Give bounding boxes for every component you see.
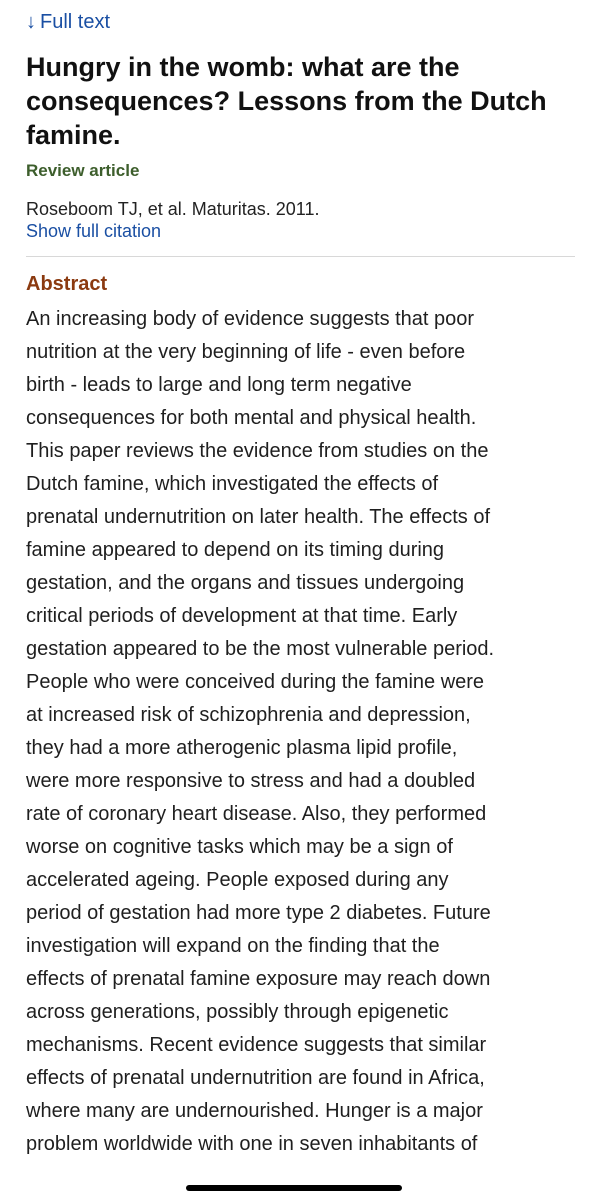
- abstract-line: critical periods of development at that time. Early: [26, 605, 458, 627]
- section-divider: [26, 256, 575, 257]
- abstract-body: [26, 303, 576, 1161]
- abstract-line: gestation, and the organs and tissues undergoing: [26, 572, 465, 594]
- abstract-line: problem worldwide with one in seven inhabitants of: [26, 1133, 478, 1155]
- abstract-line: effects of prenatal famine exposure may reach down: [26, 968, 491, 990]
- abstract-line: at increased risk of schizophrenia and depression,: [26, 704, 471, 726]
- full-text-link[interactable]: [26, 10, 110, 34]
- abstract-line: investigation will expand on the finding that the: [26, 935, 440, 957]
- abstract-line: gestation appeared to be the most vulnerable period.: [26, 638, 495, 660]
- abstract-line: accelerated ageing. People exposed during any: [26, 869, 449, 891]
- abstract-line: birth - leads to large and long term negative: [26, 374, 412, 396]
- abstract-line: period of gestation had more type 2 diabetes. Future: [26, 902, 491, 924]
- abstract-line: An increasing body of evidence suggests that poor: [26, 308, 475, 330]
- down-arrow-icon: ↓: [26, 11, 36, 33]
- abstract-line: People who were conceived during the famine were: [26, 671, 485, 693]
- full-text-label: Full text: [40, 11, 111, 33]
- abstract-line: where many are undernourished. Hunger is a major: [26, 1100, 483, 1122]
- abstract-line: prenatal undernutrition on later health. The effects of: [26, 506, 491, 528]
- article-type-label: Review article: [26, 161, 140, 180]
- abstract-line: rate of coronary heart disease. Also, they performed: [26, 803, 487, 825]
- abstract-line: they had a more atherogenic plasma lipid profile,: [26, 737, 458, 759]
- abstract-line: effects of prenatal undernutrition are found in Africa,: [26, 1067, 485, 1089]
- abstract-line: were more responsive to stress and had a doubled: [26, 770, 476, 792]
- abstract-line: mechanisms. Recent evidence suggests that similar: [26, 1034, 487, 1056]
- abstract-line: consequences for both mental and physical health.: [26, 407, 477, 429]
- abstract-line: famine appeared to depend on its timing during: [26, 539, 445, 561]
- article-title: Hungry in the womb: what are the consequences? Lessons from the Dutch famine.: [26, 52, 547, 150]
- abstract-line: Dutch famine, which investigated the effects of: [26, 473, 439, 495]
- show-full-citation-link[interactable]: Show full citation: [26, 221, 162, 241]
- citation-text: Roseboom TJ, et al. Maturitas. 2011.: [26, 199, 320, 219]
- abstract-line: This paper reviews the evidence from studies on the: [26, 440, 489, 462]
- abstract-line: nutrition at the very beginning of life - even before: [26, 341, 466, 363]
- abstract-heading: Abstract: [26, 273, 108, 295]
- home-indicator-bar[interactable]: [186, 1185, 402, 1191]
- abstract-line: across generations, possibly through epigenetic: [26, 1001, 449, 1023]
- abstract-line: worse on cognitive tasks which may be a sign of: [26, 836, 453, 858]
